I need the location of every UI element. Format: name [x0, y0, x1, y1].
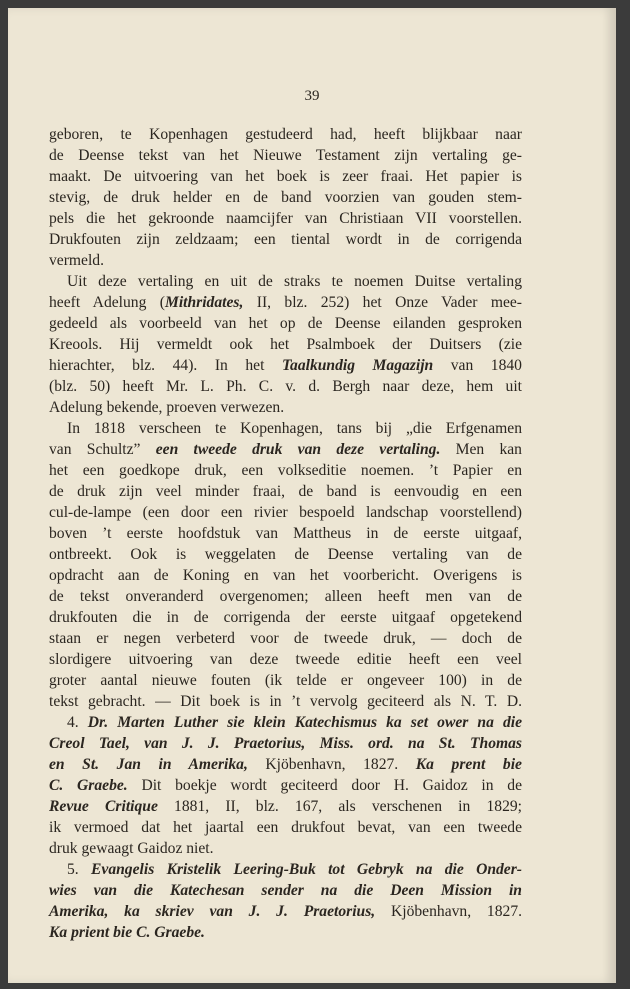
text-line: Adelung bekende, proeven verwezen.	[49, 399, 285, 416]
text-run: 1881, II, blz. 167, als verschenen in 1829;	[157, 798, 522, 815]
text-line	[49, 880, 522, 901]
text-run: Dit boekje wordt geciteerd door H. Gaidoz in de	[127, 777, 522, 794]
text-line: boven ’t eerste hoofdstuk van Mattheus in de eerste uitgaaf,	[49, 525, 522, 542]
italic-title: een tweede druk van deze vertaling.	[155, 441, 441, 458]
text-line	[49, 733, 522, 754]
text-run: Kjöbenhavn, 1827.	[375, 903, 523, 920]
text-line: pels die het gekroonde naamcijfer van Christiaan VII voorstellen.	[49, 210, 522, 227]
text-line: Kreools. Hij vermeldt ook het Psalmboek der Duitsers (zie	[49, 336, 522, 353]
text-line	[49, 439, 522, 460]
italic-title: Amerika, ka skriev van J. J. Praetorius,	[49, 903, 376, 920]
body-text	[49, 124, 522, 943]
text-line	[49, 901, 522, 922]
text-line: staan er negen verbeterd voor de tweede druk, — doch de	[49, 630, 522, 647]
italic-title: C. Graebe.	[49, 777, 128, 794]
text-line: slordigere uitvoering van deze tweede editie heeft een veel	[49, 651, 522, 668]
italic-title: Dr. Marten Luther sie klein Katechismus ka set ower na die	[87, 714, 522, 731]
text-line: Drukfouten zijn zeldzaam; een tiental wordt in de corrigenda	[49, 231, 522, 248]
text-line: opdracht aan de Koning en van het voorbericht. Overigens is	[49, 567, 522, 584]
text-line: drukfouten die in de corrigenda der eerste uitgaaf opgetekend	[49, 609, 522, 626]
italic-title: Ka prent bie	[415, 756, 522, 773]
text-line	[49, 922, 522, 943]
book-page	[8, 8, 616, 983]
text-line: Uit deze vertaling en uit de straks te noemen Duitse vertaling	[67, 273, 522, 290]
text-line	[49, 292, 522, 313]
page-number: 39	[304, 88, 320, 104]
text-line: ontbreekt. Ook is weggelaten de Deense vertaling van de	[49, 546, 522, 563]
text-run: van 1840	[433, 357, 522, 374]
text-line: stevig, de druk helder en de band voorzien van gouden stem-	[49, 189, 522, 206]
text-line	[49, 796, 522, 817]
text-line: cul-de-lampe (een door een rivier bespoeld landschap voorstellend)	[49, 504, 522, 521]
text-line: het een goedkope druk, een volkseditie noemen. ’t Papier en	[49, 462, 522, 479]
italic-title: wies van die Katechesan sender na die Deen Mission in	[49, 882, 522, 899]
italic-title: Creol Tael, van J. J. Praetorius, Miss. ord. na St. Thomas	[49, 735, 522, 752]
text-run: Kjöbenhavn, 1827.	[247, 756, 416, 773]
text-line: tekst gebracht. — Dit boek is in ’t vervolg geciteerd als N. T. D.	[49, 693, 522, 710]
text-line: maakt. De uitvoering van het boek is zeer fraai. Het papier is	[49, 168, 522, 185]
text-line	[49, 355, 522, 376]
text-run: hierachter, blz. 44). In het	[49, 357, 282, 374]
text-line: geboren, te Kopenhagen gestudeerd had, heeft blijkbaar naar	[49, 126, 522, 143]
text-line	[49, 754, 522, 775]
italic-title: en St. Jan in Amerika,	[49, 756, 248, 773]
italic-title: Evangelis Kristelik Leering-Buk tot Gebryk na die Onder-	[91, 861, 522, 878]
text-line: de druk zijn veel minder fraai, de band is eenvoudig en een	[49, 483, 522, 500]
text-line: vermeld.	[49, 252, 104, 269]
text-line	[49, 775, 522, 796]
text-run: 5.	[67, 861, 92, 878]
italic-title: Taalkundig Magazijn	[281, 357, 434, 374]
text-run: Men kan	[440, 441, 522, 458]
text-line: (blz. 50) heeft Mr. L. Ph. C. v. d. Bergh naar deze, hem uit	[49, 378, 522, 395]
text-line: druk gewaagt Gaidoz niet.	[49, 840, 214, 857]
text-run: heeft Adelung (	[49, 294, 165, 311]
text-line: de Deense tekst van het Nieuwe Testament zijn vertaling ge-	[49, 147, 522, 164]
text-run: van Schultz”	[49, 441, 156, 458]
page-edge-shadow	[602, 8, 616, 983]
italic-title: Mithridates,	[164, 294, 244, 311]
text-line: In 1818 verscheen te Kopenhagen, tans bij „die Erfgenamen	[67, 420, 522, 437]
text-line: de tekst onveranderd overgenomen; alleen heeft men van de	[49, 588, 522, 605]
text-line: ik vermoed dat het jaartal een drukfout bevat, van een tweede	[49, 819, 522, 836]
text-line: groter aantal nieuwe fouten (ik telde er ongeveer 100) in de	[49, 672, 522, 689]
text-line: gedeeld als voorbeeld van het op de Deense eilanden gesproken	[49, 315, 522, 332]
text-run: 4.	[67, 714, 88, 731]
italic-title: Ka prient bie C. Graebe.	[49, 924, 205, 941]
text-line	[49, 859, 522, 880]
text-line	[49, 712, 522, 733]
text-run: II, blz. 252) het Onze Vader mee-	[243, 294, 522, 311]
italic-title: Revue Critique	[49, 798, 158, 815]
